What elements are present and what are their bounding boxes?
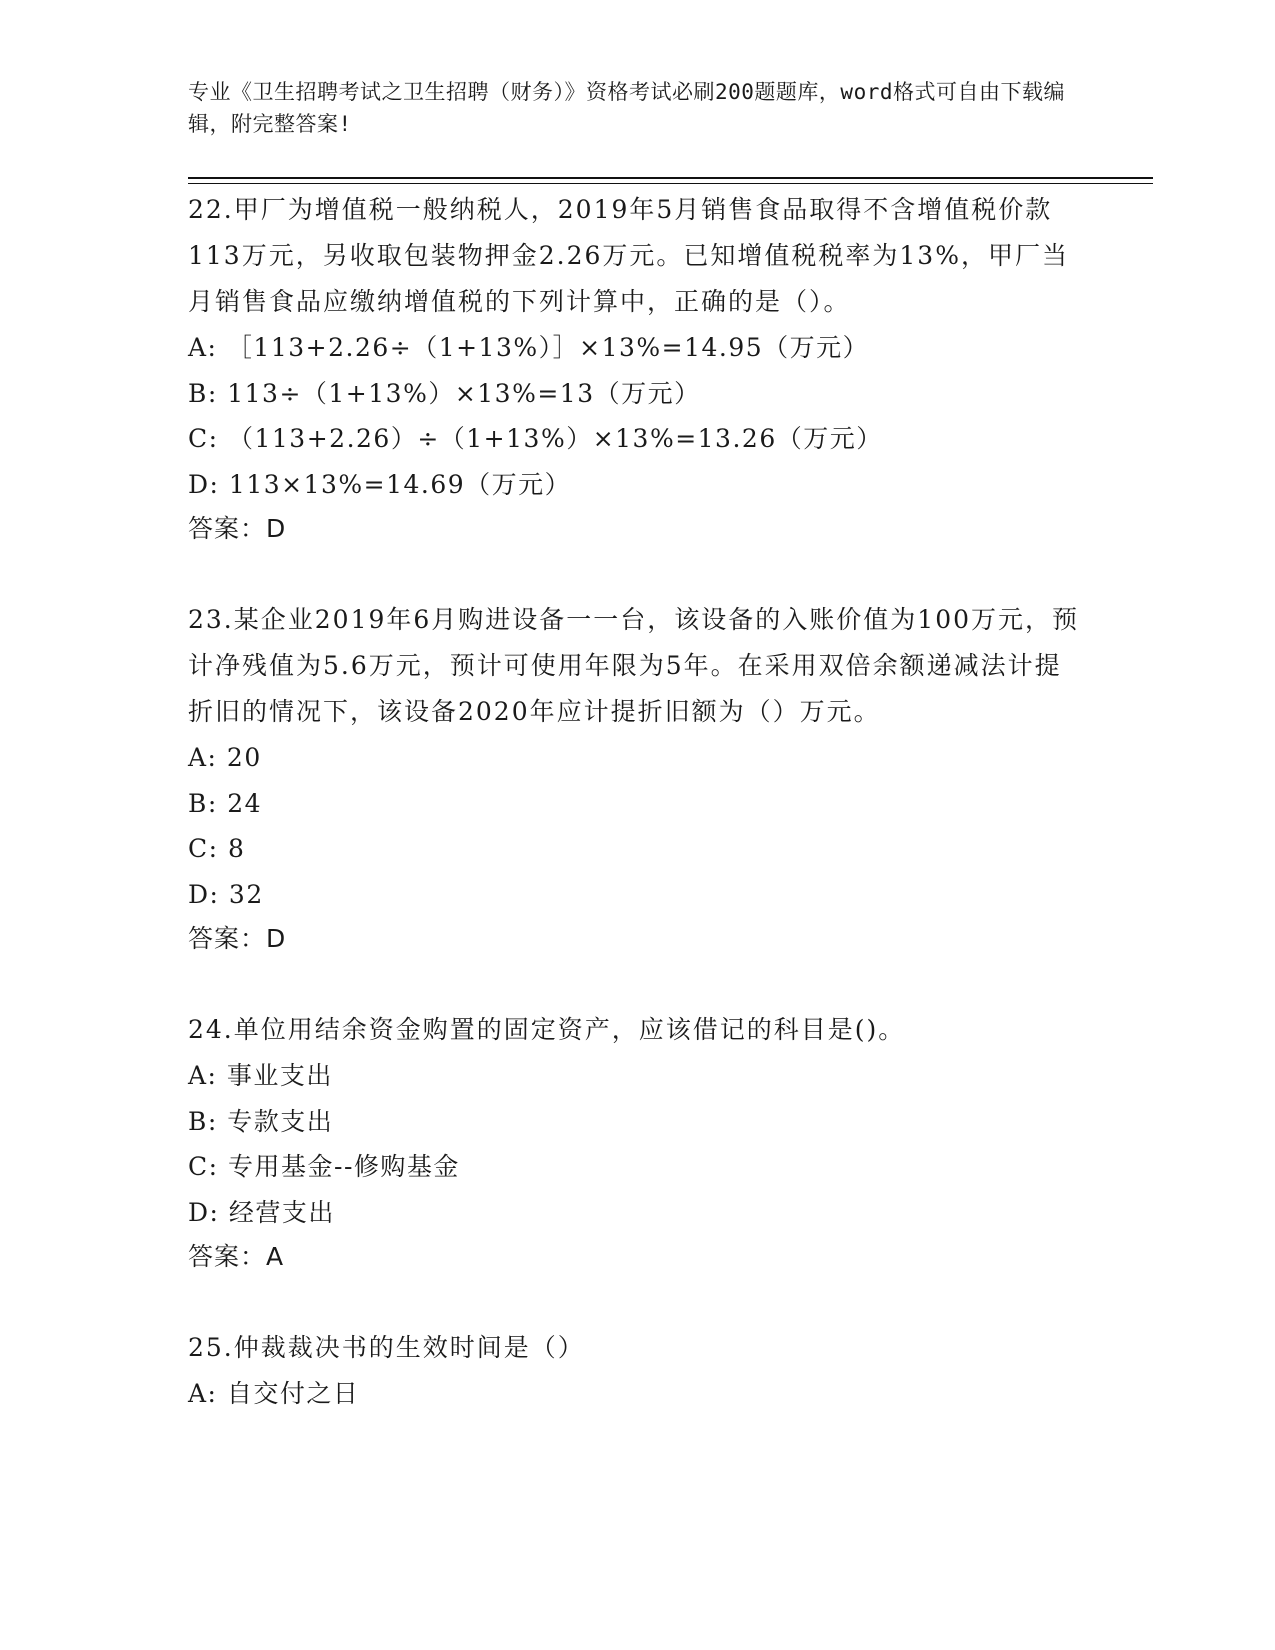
option-d: D: 113×13%=14.69（万元） [188, 469, 572, 499]
question-stem: 24.单位用结余资金购置的固定资产，应该借记的科目是()。 [188, 1015, 906, 1044]
answer-line: 答案：D [188, 924, 287, 953]
option-b: B: 专款支出 [188, 1106, 334, 1136]
question-stem: 23.某企业2019年6月购进设备一一台，该设备的入账价值为100万元，预计净残值为5.6万元，预计可使用年限为5年。在采用双倍余额递减法计提折旧的情况下，该设备2020年应计提折旧额为（）万元。 [188, 605, 1080, 726]
header-rule-thin [188, 183, 1153, 184]
question-list [188, 187, 1088, 1463]
option-a: A: 事业支出 [188, 1061, 333, 1090]
question-22 [188, 187, 1088, 551]
option-c: C: 专用基金--修购基金 [188, 1152, 460, 1181]
option-a: A: 20 [188, 743, 262, 772]
option-c: C: 8 [188, 834, 246, 863]
header-rule-thick [188, 177, 1153, 179]
question-25 [188, 1325, 1088, 1417]
question-23 [188, 597, 1088, 961]
question-stem: 25.仲裁裁决书的生效时间是（） [188, 1333, 585, 1362]
option-d: D: 32 [188, 879, 264, 909]
option-d: D: 经营支出 [188, 1197, 335, 1227]
option-a: A: ［113+2.26÷（1+13%）］×13%=14.95（万元） [188, 333, 870, 362]
option-c: C: （113+2.26）÷（1+13%）×13%=13.26（万元） [188, 424, 883, 453]
option-b: B: 24 [188, 788, 263, 818]
answer-line: 答案：A [188, 1242, 285, 1271]
answer-line: 答案：D [188, 514, 287, 543]
question-stem: 22.甲厂为增值税一般纳税人，2019年5月销售食品取得不含增值税价款113万元，另收取包装物押金2.26万元。已知增值税税率为13%，甲厂当月销售食品应缴纳增值税的下列计算中，正确的是（）。 [188, 195, 1069, 316]
document-header: 专业《卫生招聘考试之卫生招聘（财务）》资格考试必刷200题题库，word格式可自由下载编辑，附完整答案! [188, 80, 1065, 136]
option-b: B: 113÷（1+13%）×13%=13（万元） [188, 378, 701, 408]
question-24 [188, 1007, 1088, 1279]
option-a: A: 自交付之日 [188, 1379, 360, 1408]
